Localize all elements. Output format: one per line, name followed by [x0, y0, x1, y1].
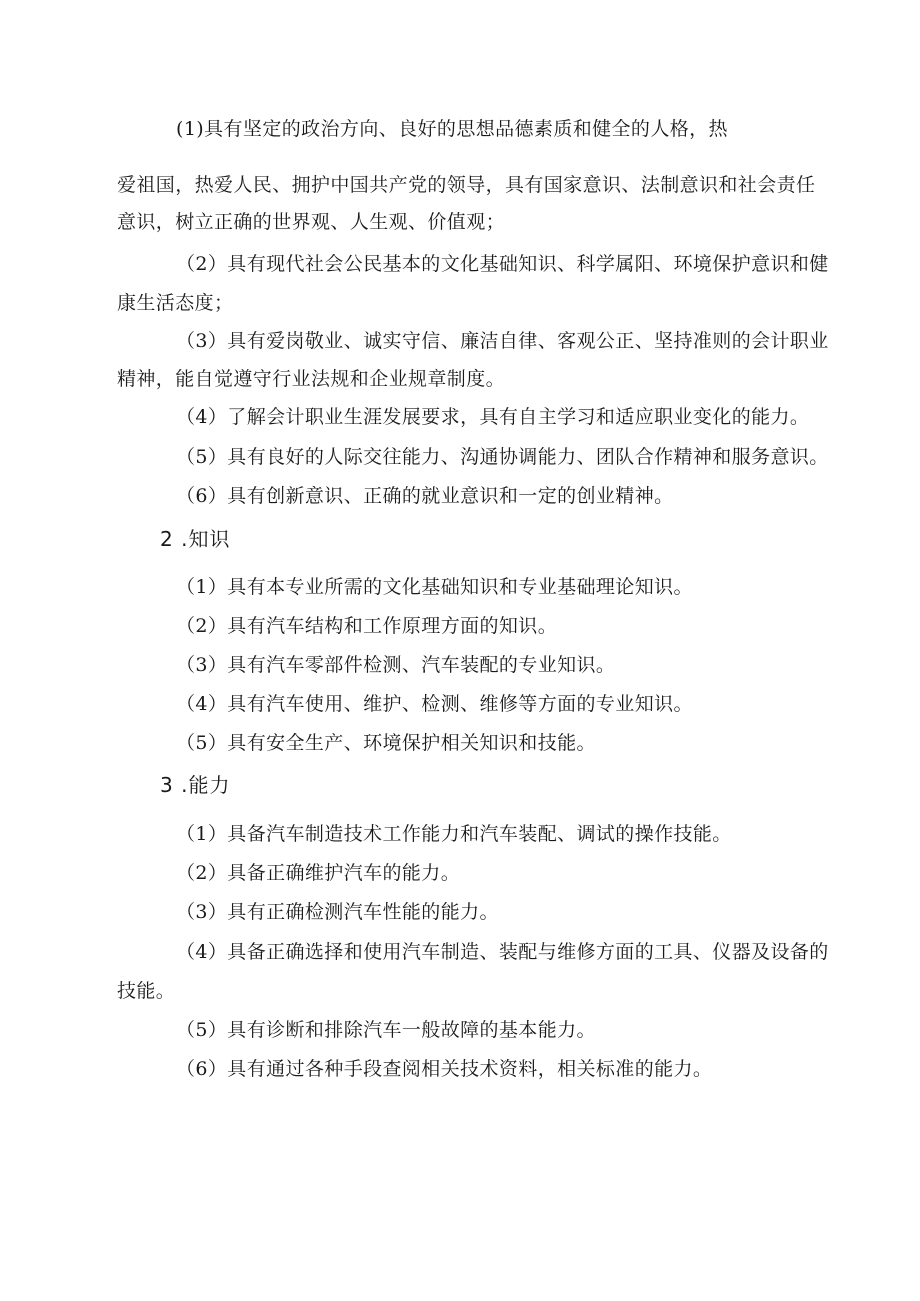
- knowledge-item-4: （4）具有汽车使用、维护、检测、维修等方面的专业知识。: [176, 693, 693, 715]
- quality-item-3-line-1: （3）具有爱岗敬业、诚实守信、廉洁自律、客观公正、坚持准则的会计职业: [176, 330, 829, 352]
- quality-item-3-line-2: 精神，能自觉遵守行业法规和企业规章制度。: [117, 368, 506, 390]
- ability-item-4-line-2: 技能。: [117, 980, 176, 1002]
- quality-item-6: （6）具有创新意识、正确的就业意识和一定的创业精神。: [176, 485, 674, 507]
- knowledge-item-2: （2）具有汽车结构和工作原理方面的知识。: [176, 615, 558, 637]
- quality-item-5: （5）具有良好的人际交往能力、沟通协调能力、团队合作精神和服务意识。: [176, 446, 829, 468]
- knowledge-item-3: （3）具有汽车零部件检测、汽车装配的专业知识。: [176, 654, 616, 676]
- ability-item-6: （6）具有通过各种手段查阅相关技术资料，相关标准的能力。: [176, 1058, 713, 1080]
- ability-item-2: （2）具备正确维护汽车的能力。: [176, 862, 461, 884]
- knowledge-item-1: （1）具有本专业所需的文化基础知识和专业基础理论知识。: [176, 576, 693, 598]
- section-heading-knowledge: 2 .知识: [160, 527, 231, 551]
- ability-item-1: （1）具备汽车制造技术工作能力和汽车装配、调试的操作技能。: [176, 823, 732, 845]
- quality-item-2-line-2: 康生活态度；: [117, 292, 234, 314]
- ability-item-5: （5）具有诊断和排除汽车一般故障的基本能力。: [176, 1019, 596, 1041]
- section-heading-ability: 3 .能力: [160, 773, 231, 797]
- quality-item-1-line-1: (1)具有坚定的政治方向、良好的思想品德素质和健全的人格，热: [176, 118, 728, 140]
- quality-item-1-line-2: 爱祖国，热爱人民、拥护中国共产党的领导，具有国家意识、法制意识和社会责任: [117, 174, 816, 196]
- quality-item-2-line-1: （2）具有现代社会公民基本的文化基础知识、科学属阳、环境保护意识和健: [176, 253, 829, 275]
- knowledge-item-5: （5）具有安全生产、环境保护相关知识和技能。: [176, 732, 596, 754]
- ability-item-3: （3）具有正确检测汽车性能的能力。: [176, 901, 499, 923]
- quality-item-4: （4）了解会计职业生涯发展要求，具有自主学习和适应职业变化的能力。: [176, 406, 810, 428]
- ability-item-4-line-1: （4）具备正确选择和使用汽车制造、装配与维修方面的工具、仪器及设备的: [176, 941, 829, 963]
- quality-item-1-line-3: 意识，树立正确的世界观、人生观、价值观；: [117, 211, 506, 233]
